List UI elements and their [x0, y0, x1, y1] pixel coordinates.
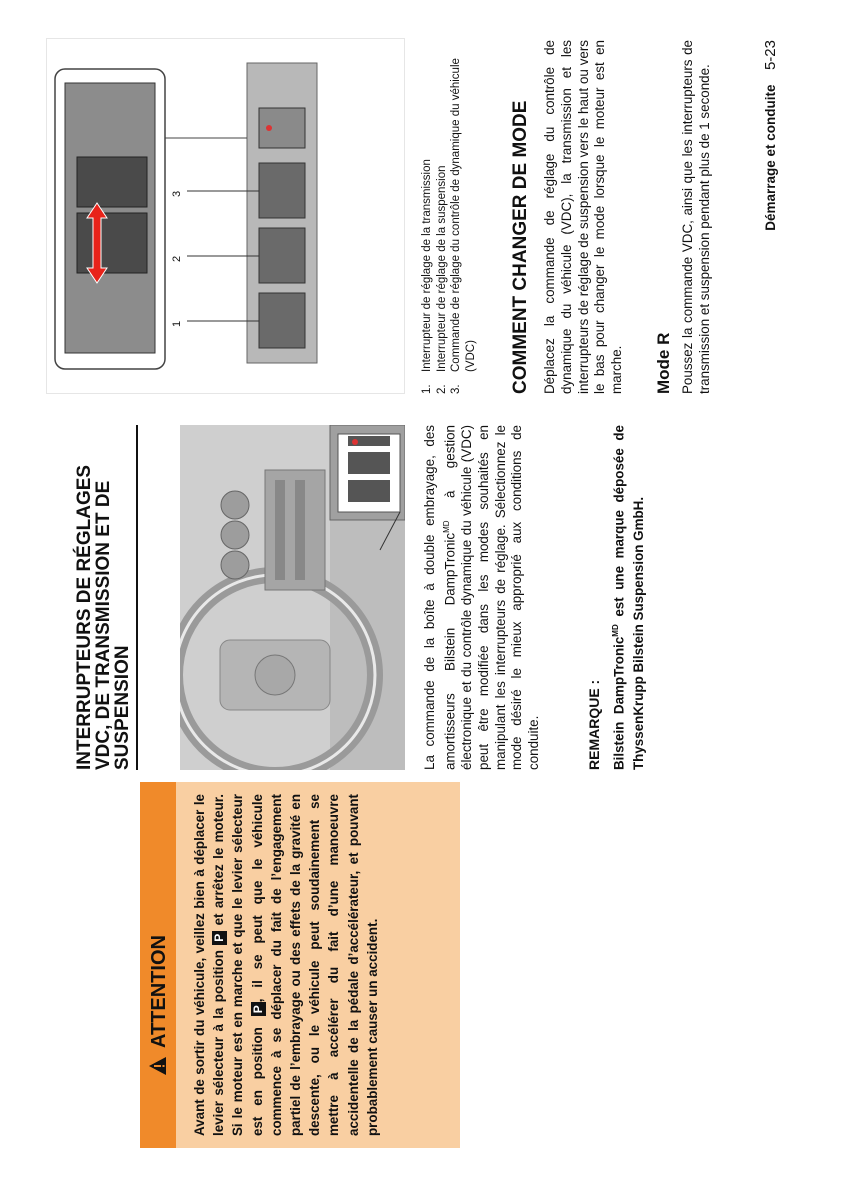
park-position-badge: P — [212, 931, 227, 945]
callout-1: 1 — [171, 320, 183, 327]
warning-triangle-icon — [148, 1056, 168, 1076]
remarque-text: Bilstein DampTronic$^{MD}$ est une marque déposée de ThyssenKrupp Bilstein Suspension GmbH. — [611, 424, 647, 770]
page-number: 5-23 — [762, 40, 779, 71]
list-item: 3. Commande de réglage du contrôle de dynamique du véhicule (VDC) — [450, 58, 477, 394]
dashboard-illustration — [180, 425, 405, 770]
title-divider — [136, 425, 138, 770]
switch-illustration — [46, 38, 405, 394]
attention-box — [140, 782, 460, 1148]
attention-header — [140, 782, 176, 1148]
remarque-heading: REMARQUE : — [586, 679, 602, 770]
intro-paragraph: La commande de la boîte à double embrayage, des amortisseurs Bilstein DampTronic$^{MD}$ à gestion électronique et du contrôle dynamique du véhicule (VDC) peut être modifiée dans les modes souhaités en manipulant les interrupteurs de réglage. Sélectionnez le mode désiré le mieux approprié aux conditions de conduite. — [422, 425, 542, 770]
attention-title: ATTENTION — [148, 935, 170, 1048]
mode-r-heading: Mode R — [654, 332, 673, 394]
park-position-badge: P — [251, 1002, 266, 1016]
callout-3: 3 — [171, 190, 183, 197]
page-footer — [762, 40, 780, 394]
footer-section-title: Démarrage et conduite — [763, 84, 778, 231]
comment-changer-heading: COMMENT CHANGER DE MODE — [510, 100, 531, 394]
mode-r-text: Poussez la commande VDC, ainsi que les interrupteurs de transmission et suspension pendant plus de 1 seconde. — [680, 40, 712, 394]
list-item: 1. Interrupteur de réglage de la transmission — [421, 159, 433, 394]
list-item: 2. Interrupteur de réglage de la suspension — [435, 165, 448, 394]
callout-2: 2 — [171, 255, 183, 262]
figure-captions — [420, 40, 478, 394]
section-title: INTERRUPTEURS DE RÉGLAGES VDC, DE TRANSMISSION ET DE SUSPENSION — [74, 464, 133, 770]
comment-changer-text: Déplacez la commande de réglage du contrôle de dynamique du véhicule (VDC), la transmission et les interrupteurs de réglage de suspension vers le haut ou vers le bas pour changer le mode lorsque le moteur est en marche. — [542, 40, 625, 394]
attention-text: Avant de sortir du véhicule, veillez bien à déplacer le levier sélecteur à la position P et arrêtez le moteur. Si le moteur est en marche et que le levier sélecteur est en position P, il se peut que le véhicule commence à se déplacer du fait de l’engagement partiel de l’embrayage ou des effets de la gravité en descente, ou le véhicule peut soudainement se mettre à accélérer du fait d’une manoeuvre accidentelle de la pédale d’accélérateur, et pouvant probablement causer un accident. — [192, 794, 380, 1136]
